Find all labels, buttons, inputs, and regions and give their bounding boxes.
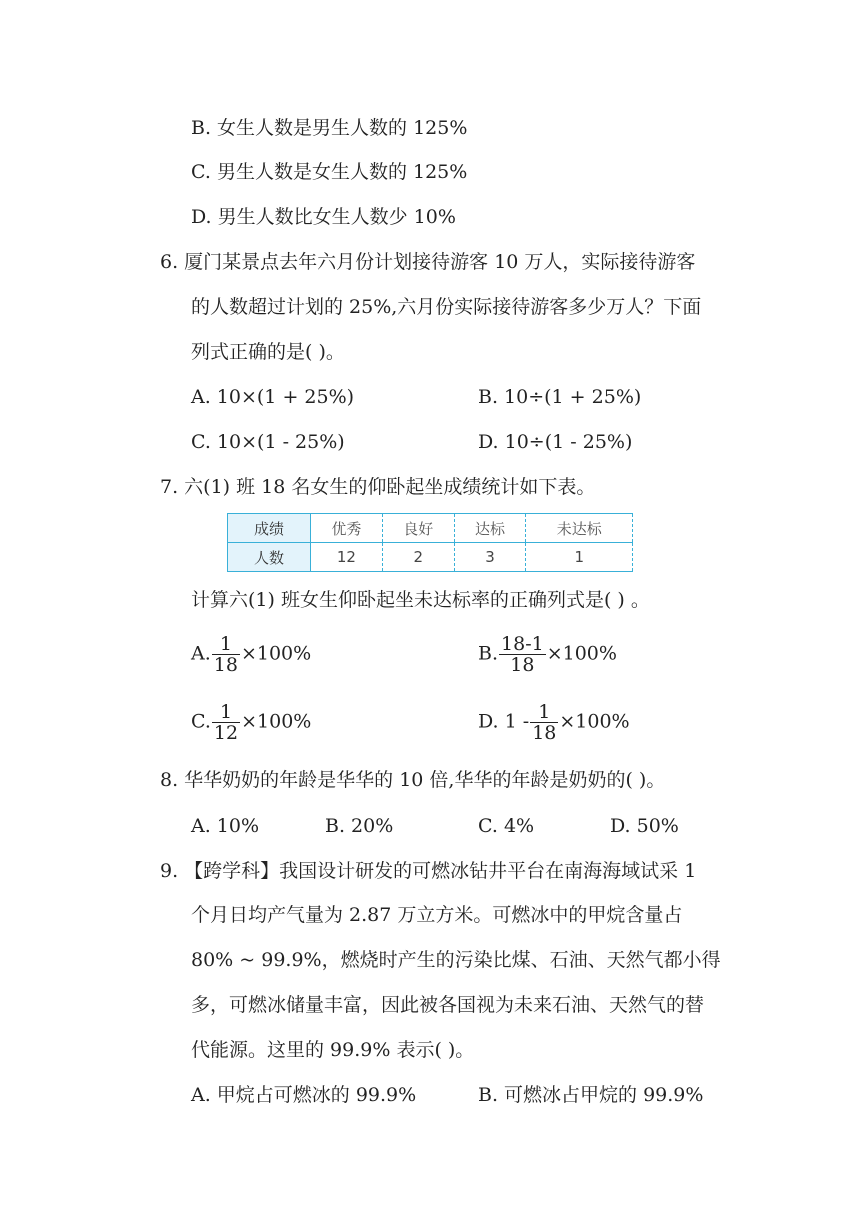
- q5-option-b: B. 女生人数是男生人数的 125%: [191, 117, 468, 139]
- denominator: 18: [510, 654, 535, 676]
- q9-stem-line5: 代能源。这里的 99.9% 表示( )。: [191, 1039, 475, 1061]
- fraction: [212, 702, 240, 743]
- denominator: 18: [532, 722, 557, 744]
- table-row: [228, 543, 633, 572]
- q9-stem-line4: 多，可燃冰储量丰富，因此被各国视为未来石油、天然气的替: [191, 994, 705, 1016]
- q6-option-a: A. 10×(1 + 25%): [191, 386, 355, 408]
- q8-stem-line1: 8. 华华奶奶的年龄是华华的 10 倍,华华的年龄是奶奶的( )。: [160, 769, 666, 791]
- q6-option-b: B. 10÷(1 + 25%): [478, 386, 642, 408]
- table-cell: 3: [454, 543, 526, 572]
- q6-stem-line3: 列式正确的是( )。: [191, 341, 345, 363]
- q6-stem-line2: 的人数超过计划的 25%,六月份实际接待游客多少万人？下面: [191, 296, 702, 318]
- fraction: [212, 634, 240, 675]
- denominator: 18: [213, 654, 238, 676]
- q5-option-d: D. 男生人数比女生人数少 10%: [191, 206, 456, 228]
- numerator: 1: [212, 634, 240, 655]
- fraction: [530, 702, 558, 743]
- table-header-grade: 成绩: [228, 514, 311, 543]
- option-prefix: C.: [191, 710, 211, 733]
- q7-option-b: [478, 634, 617, 675]
- option-prefix: B.: [478, 642, 499, 665]
- q9-option-a: A. 甲烷占可燃冰的 99.9%: [191, 1084, 417, 1106]
- q6-stem-line1: 6. 厦门某景点去年六月份计划接待游客 10 万人，实际接待游客: [160, 251, 696, 273]
- q8-option-c: C. 4%: [478, 815, 535, 837]
- q8-option-b: B. 20%: [325, 815, 394, 837]
- fraction: [499, 634, 546, 675]
- option-suffix: ×100%: [546, 642, 617, 665]
- q9-stem-line1: 9. 【跨学科】我国设计研发的可燃冰钻井平台在南海海域试采 1: [160, 860, 697, 882]
- option-suffix: ×100%: [559, 710, 630, 733]
- option-prefix: A.: [191, 642, 211, 665]
- table-row: [228, 514, 633, 543]
- table-cell: 优秀: [311, 514, 383, 543]
- q9-option-b: B. 可燃冰占甲烷的 99.9%: [478, 1084, 704, 1106]
- q7-option-a: [191, 634, 311, 675]
- q6-option-c: C. 10×(1 - 25%): [191, 431, 345, 453]
- denominator: 12: [213, 722, 239, 744]
- table-cell: 达标: [454, 514, 526, 543]
- numerator: 1: [530, 702, 558, 723]
- table-cell: 12: [311, 543, 383, 572]
- numerator: 1: [212, 702, 240, 723]
- table-header-count: 人数: [228, 543, 311, 572]
- option-prefix: D. 1 -: [478, 710, 530, 733]
- q9-stem-line2: 个月日均产气量为 2.87 万立方米。可燃冰中的甲烷含量占: [191, 904, 683, 926]
- table-cell: 1: [526, 543, 633, 572]
- q8-option-d: D. 50%: [610, 815, 679, 837]
- q7-stem-line2: 计算六(1) 班女生仰卧起坐未达标率的正确列式是( ) 。: [191, 589, 650, 611]
- q6-option-d: D. 10÷(1 - 25%): [478, 431, 633, 453]
- table-cell: 2: [382, 543, 454, 572]
- q8-option-a: A. 10%: [191, 815, 260, 837]
- q7-option-c: [191, 702, 311, 743]
- table-cell: 良好: [382, 514, 454, 543]
- table-cell: 未达标: [526, 514, 633, 543]
- q5-option-c: C. 男生人数是女生人数的 125%: [191, 161, 468, 183]
- score-table: [227, 513, 633, 572]
- option-suffix: ×100%: [241, 710, 312, 733]
- option-suffix: ×100%: [240, 642, 312, 665]
- q9-stem-line3: 80% ~ 99.9%，燃烧时产生的污染比煤、石油、天然气都小得: [191, 949, 721, 971]
- numerator: 18-1: [501, 633, 544, 655]
- q7-option-d: [478, 702, 630, 743]
- q7-stem-line1: 7. 六(1) 班 18 名女生的仰卧起坐成绩统计如下表。: [160, 476, 596, 498]
